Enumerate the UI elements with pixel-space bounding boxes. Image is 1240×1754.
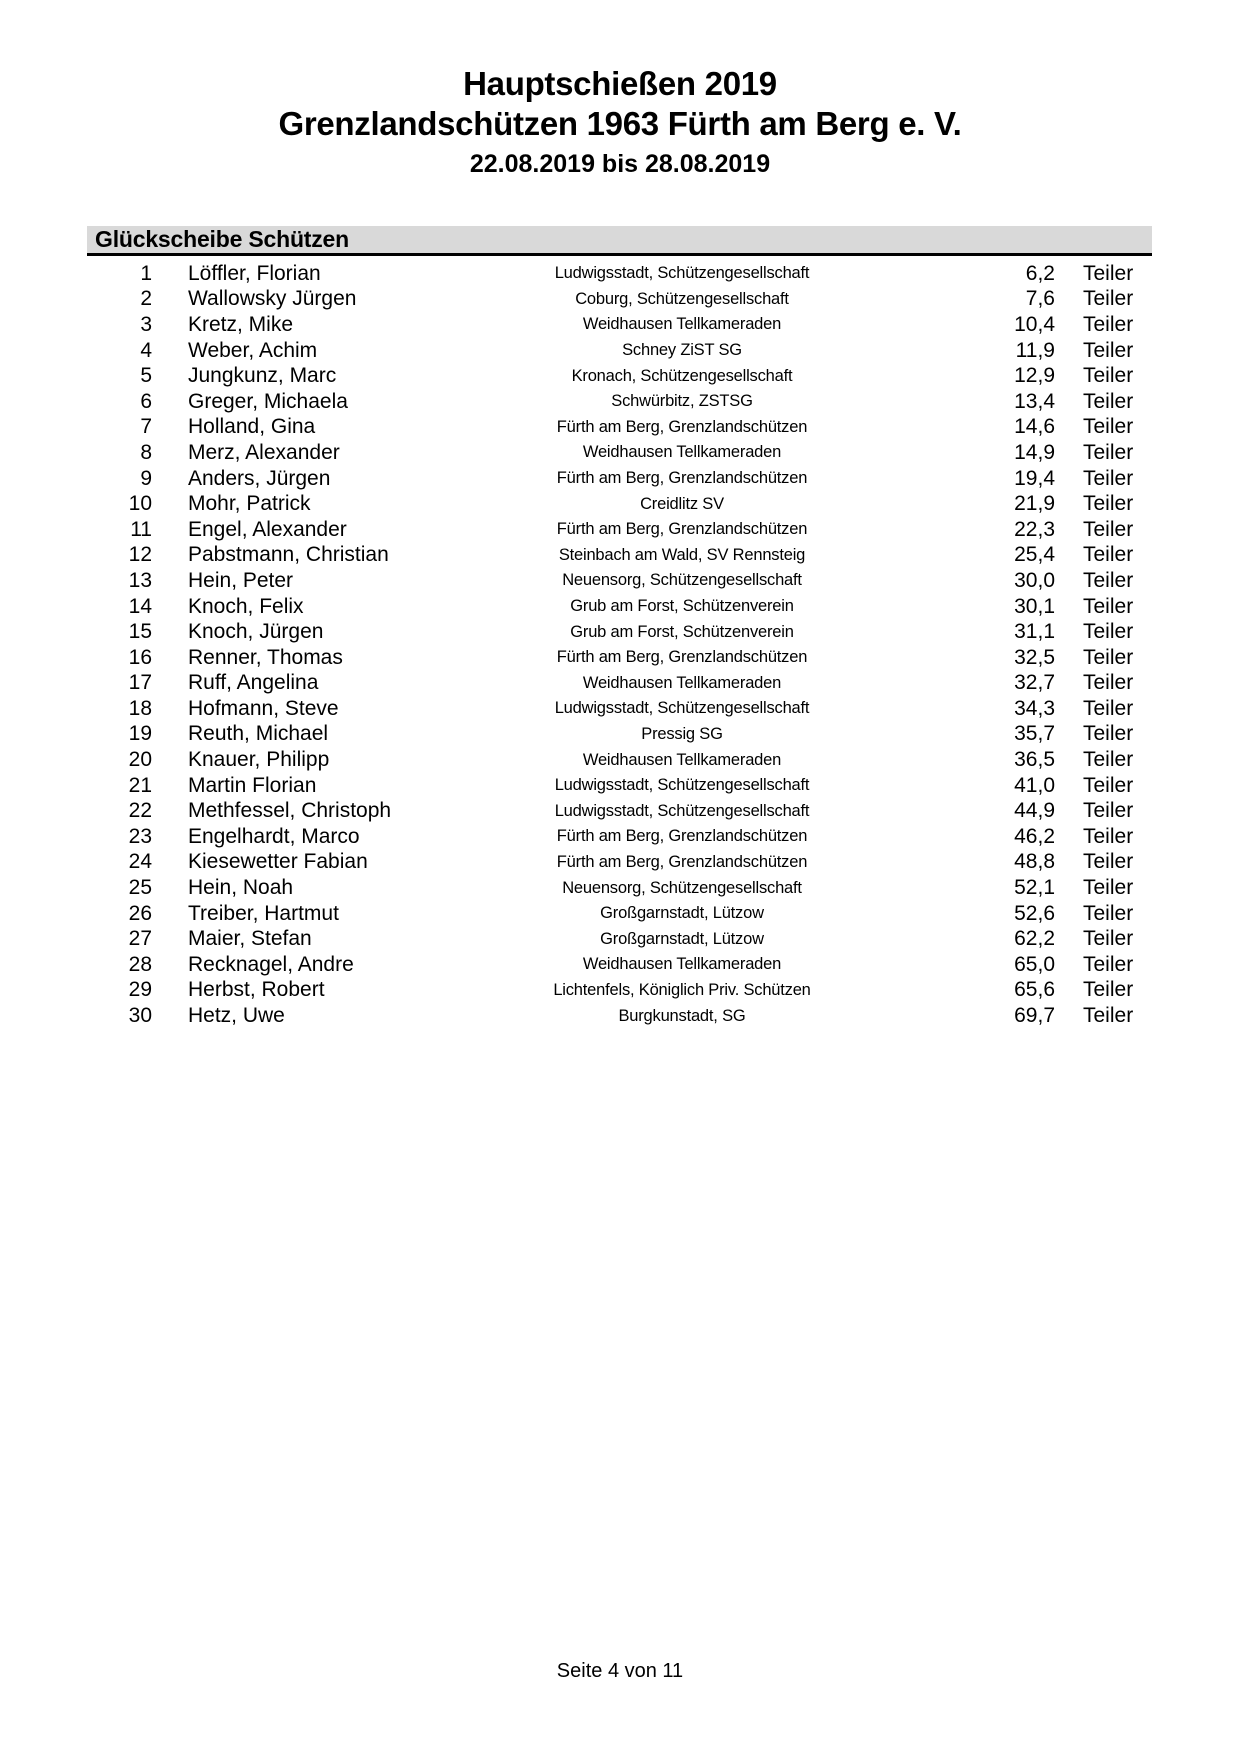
- club-cell: Kronach, Schützengesellschaft: [571, 366, 793, 385]
- table-row: [87, 747, 1152, 773]
- name-cell: Methfessel, Christoph: [188, 799, 392, 823]
- table-row: [87, 363, 1152, 389]
- table-row: [87, 722, 1152, 748]
- unit-cell: Teiler: [1083, 415, 1134, 439]
- club-cell: Großgarnstadt, Lützow: [600, 904, 764, 923]
- unit-cell: Teiler: [1083, 517, 1134, 541]
- club-cell: Fürth am Berg, Grenzlandschützen: [556, 827, 808, 846]
- page-number-label: Seite 4 von 11: [556, 1660, 684, 1682]
- unit-cell: Teiler: [1083, 901, 1134, 925]
- club-cell: Weidhausen Tellkameraden: [582, 673, 782, 692]
- rank-cell: 12: [128, 543, 152, 567]
- name-cell: Hein, Peter: [188, 568, 294, 592]
- table-row: [87, 875, 1152, 901]
- score-cell: 32,7: [1014, 671, 1055, 695]
- club-cell: Großgarnstadt, Lützow: [600, 929, 764, 948]
- table-row: [87, 824, 1152, 850]
- name-cell: Jungkunz, Marc: [188, 364, 337, 388]
- rank-cell: 16: [128, 645, 152, 669]
- score-cell: 65,6: [1014, 978, 1055, 1002]
- name-cell: Herbst, Robert: [188, 978, 325, 1002]
- unit-cell: Teiler: [1083, 620, 1134, 644]
- score-cell: 14,6: [1014, 415, 1055, 439]
- score-cell: 52,1: [1014, 876, 1055, 900]
- score-cell: 44,9: [1014, 799, 1055, 823]
- club-cell: Fürth am Berg, Grenzlandschützen: [556, 648, 808, 667]
- rank-cell: 20: [128, 748, 152, 772]
- name-cell: Knauer, Philipp: [188, 748, 330, 772]
- table-row: [87, 389, 1152, 415]
- unit-cell: Teiler: [1083, 568, 1134, 592]
- score-cell: 12,9: [1014, 364, 1055, 388]
- table-row: [87, 543, 1152, 569]
- rank-cell: 15: [128, 620, 152, 644]
- table-row: [87, 619, 1152, 645]
- club-cell: Lichtenfels, Königlich Priv. Schützen: [553, 980, 811, 999]
- rank-cell: 5: [140, 364, 152, 388]
- rank-cell: 14: [128, 594, 152, 618]
- club-cell: Schwürbitz, ZSTSG: [611, 392, 753, 411]
- name-cell: Ruff, Angelina: [188, 671, 319, 695]
- rank-cell: 24: [128, 850, 152, 874]
- unit-cell: Teiler: [1083, 850, 1134, 874]
- club-cell: Pressig SG: [641, 724, 723, 743]
- club-cell: Coburg, Schützengesellschaft: [575, 289, 789, 308]
- club-cell: Weidhausen Tellkameraden: [582, 750, 782, 769]
- unit-cell: Teiler: [1083, 952, 1134, 976]
- unit-cell: Teiler: [1083, 671, 1134, 695]
- club-cell: Ludwigsstadt, Schützengesellschaft: [554, 776, 810, 795]
- score-cell: 25,4: [1014, 543, 1055, 567]
- unit-cell: Teiler: [1083, 978, 1134, 1002]
- table-row: [87, 415, 1152, 441]
- unit-cell: Teiler: [1083, 748, 1134, 772]
- club-cell: Ludwigsstadt, Schützengesellschaft: [554, 264, 810, 283]
- table-row: [87, 926, 1152, 952]
- table-row: [87, 594, 1152, 620]
- table-row: [87, 901, 1152, 927]
- rank-cell: 3: [140, 312, 152, 336]
- unit-cell: Teiler: [1083, 799, 1134, 823]
- table-row: [87, 773, 1152, 799]
- table-row: [87, 850, 1152, 876]
- score-cell: 11,9: [1015, 338, 1055, 362]
- section-header-bar: [87, 226, 1152, 256]
- club-cell: Schney ZiST SG: [622, 341, 742, 360]
- name-cell: Engelhardt, Marco: [188, 824, 360, 848]
- table-row: [87, 287, 1152, 313]
- rank-cell: 11: [130, 517, 152, 541]
- name-cell: Pabstmann, Christian: [188, 543, 389, 567]
- score-cell: 31,1: [1014, 620, 1055, 644]
- rank-cell: 28: [128, 952, 152, 976]
- rank-cell: 25: [128, 876, 152, 900]
- name-cell: Kretz, Mike: [188, 312, 294, 336]
- club-cell: Creidlitz SV: [640, 494, 724, 513]
- table-row: [87, 645, 1152, 671]
- table-row: [87, 952, 1152, 978]
- club-cell: Weidhausen Tellkameraden: [582, 315, 782, 334]
- name-cell: Knoch, Jürgen: [188, 620, 324, 644]
- table-row: [87, 338, 1152, 364]
- rank-cell: 8: [140, 440, 152, 464]
- rank-cell: 4: [140, 338, 152, 362]
- table-row: [87, 1003, 1152, 1029]
- unit-cell: Teiler: [1083, 389, 1134, 413]
- club-cell: Weidhausen Tellkameraden: [582, 955, 782, 974]
- name-cell: Weber, Achim: [188, 338, 318, 362]
- table-row: [87, 798, 1152, 824]
- score-cell: 41,0: [1014, 773, 1055, 797]
- rank-cell: 17: [128, 671, 152, 695]
- name-cell: Treiber, Hartmut: [188, 901, 339, 925]
- table-row: [87, 517, 1152, 543]
- name-cell: Engel, Alexander: [188, 517, 347, 541]
- score-cell: 48,8: [1014, 850, 1055, 874]
- club-cell: Burgkunstadt, SG: [618, 1006, 746, 1025]
- rank-cell: 10: [128, 492, 152, 516]
- name-cell: Maier, Stefan: [188, 927, 312, 951]
- name-cell: Wallowsky Jürgen: [188, 287, 357, 311]
- table-row: [87, 978, 1152, 1004]
- rank-cell: 26: [128, 901, 152, 925]
- score-cell: 36,5: [1014, 748, 1055, 772]
- unit-cell: Teiler: [1083, 364, 1134, 388]
- unit-cell: Teiler: [1083, 287, 1134, 311]
- club-cell: Fürth am Berg, Grenzlandschützen: [556, 852, 808, 871]
- name-cell: Hein, Noah: [188, 876, 294, 900]
- rank-cell: 9: [140, 466, 152, 490]
- rank-cell: 27: [128, 927, 152, 951]
- unit-cell: Teiler: [1083, 876, 1134, 900]
- unit-cell: Teiler: [1083, 440, 1134, 464]
- club-cell: Fürth am Berg, Grenzlandschützen: [556, 520, 808, 539]
- club-cell: Grub am Forst, Schützenverein: [570, 622, 794, 641]
- name-cell: Renner, Thomas: [188, 645, 343, 669]
- table-row: [87, 312, 1152, 338]
- club-cell: Neuensorg, Schützengesellschaft: [562, 878, 802, 897]
- rank-cell: 6: [140, 389, 152, 413]
- results-table: [87, 256, 1152, 1029]
- score-cell: 46,2: [1014, 824, 1055, 848]
- club-cell: Fürth am Berg, Grenzlandschützen: [556, 417, 808, 436]
- score-cell: 7,6: [1025, 287, 1055, 311]
- name-cell: Anders, Jürgen: [188, 466, 331, 490]
- unit-cell: Teiler: [1083, 261, 1134, 285]
- score-cell: 35,7: [1014, 722, 1055, 746]
- score-cell: 21,9: [1014, 492, 1055, 516]
- date-range: 22.08.2019 bis 28.08.2019: [469, 150, 771, 178]
- unit-cell: Teiler: [1083, 543, 1134, 567]
- score-cell: 22,3: [1014, 517, 1055, 541]
- section-title: Glückscheibe Schützen: [95, 226, 349, 252]
- score-cell: 10,4: [1014, 312, 1055, 336]
- name-cell: Hofmann, Steve: [188, 696, 339, 720]
- unit-cell: Teiler: [1083, 1004, 1134, 1028]
- name-cell: Greger, Michaela: [188, 389, 348, 413]
- table-row: [87, 568, 1152, 594]
- document-header: [0, 0, 1240, 181]
- score-cell: 34,3: [1014, 696, 1055, 720]
- unit-cell: Teiler: [1083, 312, 1134, 336]
- table-row: [87, 440, 1152, 466]
- club-cell: Grub am Forst, Schützenverein: [570, 597, 794, 616]
- club-cell: Steinbach am Wald, SV Rennsteig: [558, 545, 806, 564]
- unit-cell: Teiler: [1083, 466, 1134, 490]
- score-cell: 13,4: [1014, 389, 1055, 413]
- name-cell: Recknagel, Andre: [188, 952, 354, 976]
- score-cell: 65,0: [1014, 952, 1055, 976]
- unit-cell: Teiler: [1083, 824, 1134, 848]
- table-row: [87, 696, 1152, 722]
- score-cell: 30,1: [1014, 594, 1055, 618]
- unit-cell: Teiler: [1083, 773, 1134, 797]
- score-cell: 32,5: [1014, 645, 1055, 669]
- rank-cell: 30: [128, 1004, 152, 1028]
- rank-cell: 13: [128, 568, 152, 592]
- table-row: [87, 261, 1152, 287]
- rank-cell: 21: [128, 773, 152, 797]
- rank-cell: 7: [140, 415, 152, 439]
- name-cell: Martin Florian: [188, 773, 317, 797]
- score-cell: 6,2: [1025, 261, 1055, 285]
- name-cell: Hetz, Uwe: [188, 1004, 285, 1028]
- score-cell: 30,0: [1014, 568, 1055, 592]
- unit-cell: Teiler: [1083, 722, 1134, 746]
- unit-cell: Teiler: [1083, 338, 1134, 362]
- name-cell: Reuth, Michael: [188, 722, 329, 746]
- document-content: [87, 226, 1152, 1029]
- table-row: [87, 466, 1152, 492]
- club-cell: Fürth am Berg, Grenzlandschützen: [556, 469, 808, 488]
- rank-cell: 22: [128, 799, 152, 823]
- rank-cell: 29: [128, 978, 152, 1002]
- unit-cell: Teiler: [1083, 645, 1134, 669]
- title-line-2: Grenzlandschützen 1963 Fürth am Berg e. V.: [278, 105, 962, 142]
- rank-cell: 19: [128, 722, 152, 746]
- score-cell: 19,4: [1014, 466, 1055, 490]
- score-cell: 69,7: [1014, 1004, 1055, 1028]
- name-cell: Knoch, Felix: [188, 594, 304, 618]
- club-cell: Ludwigsstadt, Schützengesellschaft: [554, 801, 810, 820]
- club-cell: Neuensorg, Schützengesellschaft: [562, 571, 802, 590]
- table-row: [87, 491, 1152, 517]
- name-cell: Mohr, Patrick: [188, 492, 311, 516]
- title-line-1: Hauptschießen 2019: [463, 65, 777, 102]
- unit-cell: Teiler: [1083, 492, 1134, 516]
- rank-cell: 1: [140, 261, 152, 285]
- unit-cell: Teiler: [1083, 927, 1134, 951]
- rank-cell: 18: [128, 696, 152, 720]
- rank-cell: 23: [128, 824, 152, 848]
- name-cell: Kiesewetter Fabian: [188, 850, 368, 874]
- score-cell: 52,6: [1014, 901, 1055, 925]
- name-cell: Holland, Gina: [188, 415, 316, 439]
- name-cell: Löffler, Florian: [188, 261, 321, 285]
- score-cell: 62,2: [1014, 927, 1055, 951]
- club-cell: Ludwigsstadt, Schützengesellschaft: [554, 699, 810, 718]
- name-cell: Merz, Alexander: [188, 440, 340, 464]
- score-cell: 14,9: [1014, 440, 1055, 464]
- unit-cell: Teiler: [1083, 594, 1134, 618]
- club-cell: Weidhausen Tellkameraden: [582, 443, 782, 462]
- unit-cell: Teiler: [1083, 696, 1134, 720]
- rank-cell: 2: [140, 287, 152, 311]
- table-row: [87, 671, 1152, 697]
- page-footer: [0, 1660, 1240, 1683]
